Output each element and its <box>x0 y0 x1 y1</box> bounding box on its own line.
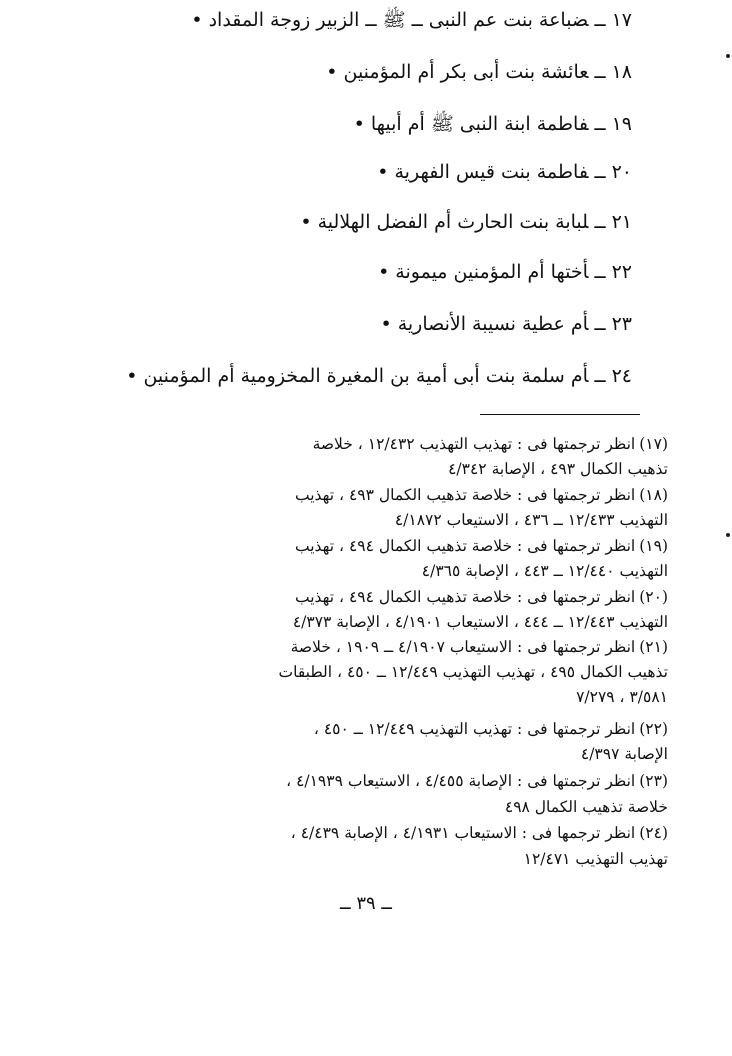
footnote-20-line-1 <box>295 586 668 608</box>
footnote-18-line-1 <box>295 484 668 506</box>
entry-number: ٢٢ <box>611 261 632 283</box>
footnote-text: انظر ترجمتها فى : خلاصة تذهيب الكمال ٤٩٤ ، تهذيب <box>294 537 636 555</box>
footnote-18-line-2 <box>395 509 668 531</box>
footnote-text: انظر ترجمتها فى : تهذيب التهذيب ١٢/٤٤٩ ــ ٤٥٠ ، <box>313 720 636 738</box>
entry-number: ٢٣ <box>611 313 632 335</box>
entry-number: ١٨ <box>611 61 632 83</box>
entry-bullet: • <box>377 161 389 183</box>
footnote-text: تذهيب الكمال ٤٩٥ ، تهذيب التهذيب ١٢/٤٤٩ ــ ٤٥٠ ، الطبقات <box>278 663 668 681</box>
entry-bullet: • <box>326 61 338 83</box>
scan-mark <box>726 533 730 537</box>
entry-19 <box>354 111 632 137</box>
footnote-mark: (٢٠) <box>639 588 668 606</box>
footnote-17-line-2 <box>448 458 668 480</box>
footnote-text: انظر ترجمها فى : الاستيعاب ٤/١٩٣١ ، الإصابة ٤/٤٣٩ ، <box>290 824 636 842</box>
entry-bullet: • <box>378 261 390 283</box>
footnote-mark: (١٧) <box>639 435 668 453</box>
entry-text: أم سلمة بنت أبى أمية بن المغيرة المخزومية أم المؤمنين <box>143 365 589 387</box>
entry-dash: ــ <box>594 9 606 31</box>
footnote-text: انظر ترجمتها فى : الاستيعاب ٤/١٩٠٧ ــ ١٩٠٩ ، خلاصة <box>290 638 636 656</box>
footnote-21-line-2 <box>279 661 669 683</box>
entry-text: عائشة بنت أبى بكر أم المؤمنين <box>343 61 589 83</box>
entry-dash: ــ <box>594 113 606 135</box>
entry-dash: ــ <box>594 61 606 83</box>
footnote-24-line-2 <box>524 848 668 870</box>
footnote-text: التهذيب ١٢/٤٤٠ ــ ٤٤٣ ، الإصابة ٤/٣٦٥ <box>421 562 668 580</box>
footnote-20-line-2 <box>293 611 668 633</box>
entry-bullet: • <box>380 313 392 335</box>
entry-21 <box>300 209 632 235</box>
footnote-text: الإصابة ٤/٣٩٧ <box>580 745 668 763</box>
page-number: ــ ٣٩ ــ <box>340 893 392 914</box>
entry-number: ١٩ <box>611 113 632 135</box>
entry-22 <box>378 259 632 285</box>
footnote-text: انظر ترجمتها فى : الإصابة ٤/٤٥٥ ، الاستيعاب ٤/١٩٣٩ ، <box>286 772 636 790</box>
footnote-19-line-1 <box>295 535 668 557</box>
entry-bullet: • <box>300 211 312 233</box>
footnote-mark: (٢٤) <box>639 824 668 842</box>
footnote-mark: (٢٣) <box>639 772 668 790</box>
entry-number: ٢١ <box>611 211 632 233</box>
footnote-text: التهذيب ١٢/٤٣٣ ــ ٤٣٦ ، الاستيعاب ٤/١٨٧٢ <box>394 511 668 529</box>
entry-text: فاطمة بنت قيس الفهرية <box>394 161 589 183</box>
entry-bullet: • <box>191 9 203 31</box>
entry-dash: ــ <box>594 313 606 335</box>
footnote-text: تهذيب التهذيب ١٢/٤٧١ <box>523 850 668 868</box>
footnote-text: ٣/٥٨١ ، ٧/٢٧٩ <box>576 688 668 706</box>
footnote-19-line-2 <box>422 560 668 582</box>
footnote-mark: (١٨) <box>639 486 668 504</box>
footnote-23-line-1 <box>286 770 668 792</box>
entry-23 <box>380 311 632 337</box>
footnote-21-line-3 <box>576 686 668 708</box>
footnote-21-line-1 <box>291 636 668 658</box>
footnote-text: انظر ترجمتها فى : خلاصة تذهيب الكمال ٤٩٣ ، تهذيب <box>294 486 636 504</box>
entry-dash: ــ <box>594 261 606 283</box>
entry-text: فاطمة ابنة النبى ﷺ أم أبيها <box>370 113 589 135</box>
entry-dash: ــ <box>594 161 606 183</box>
entry-bullet: • <box>353 113 365 135</box>
footnote-24-line-1 <box>291 822 668 844</box>
footnote-text: التهذيب ١٢/٤٤٣ ــ ٤٤٤ ، الاستيعاب ٤/١٩٠١ ، الإصابة ٤/٣٧٣ <box>292 613 668 631</box>
footnote-23-line-2 <box>505 796 668 818</box>
entry-20 <box>377 159 632 185</box>
entry-18 <box>326 59 632 85</box>
entry-24 <box>126 363 632 389</box>
entry-17 <box>191 7 632 33</box>
footnote-text: تذهيب الكمال ٤٩٣ ، الإصابة ٤/٣٤٢ <box>448 460 668 478</box>
scan-mark <box>726 54 730 58</box>
footnote-17-line-1 <box>313 433 668 455</box>
footnote-text: انظر ترجمتها فى : خلاصة تذهيب الكمال ٤٩٤ ، تهذيب <box>294 588 636 606</box>
entry-number: ٢٤ <box>611 365 632 387</box>
entry-bullet: • <box>126 365 138 387</box>
entry-text: أختها أم المؤمنين ميمونة <box>395 261 589 283</box>
footnote-mark: (٢١) <box>639 638 668 656</box>
footnote-text: انظر ترجمتها فى : تهذيب التهذيب ١٢/٤٣٢ ، خلاصة <box>312 435 636 453</box>
entry-text: ضباعة بنت عم النبى ــ ﷺ ــ الزبير زوجة المقداد <box>208 9 589 31</box>
footnote-22-line-2 <box>581 743 668 765</box>
footnote-mark: (٢٢) <box>639 720 668 738</box>
entry-number: ١٧ <box>611 9 632 31</box>
entry-text: أم عطية نسيبة الأنصارية <box>397 313 589 335</box>
entry-dash: ــ <box>594 211 606 233</box>
entry-text: لبابة بنت الحارث أم الفضل الهلالية <box>317 211 589 233</box>
entry-number: ٢٠ <box>611 161 632 183</box>
footnote-text: خلاصة تذهيب الكمال ٤٩٨ <box>504 798 668 816</box>
footnote-mark: (١٩) <box>639 537 668 555</box>
footnote-22-line-1 <box>314 718 668 740</box>
entry-dash: ــ <box>594 365 606 387</box>
footnote-separator <box>480 414 640 415</box>
